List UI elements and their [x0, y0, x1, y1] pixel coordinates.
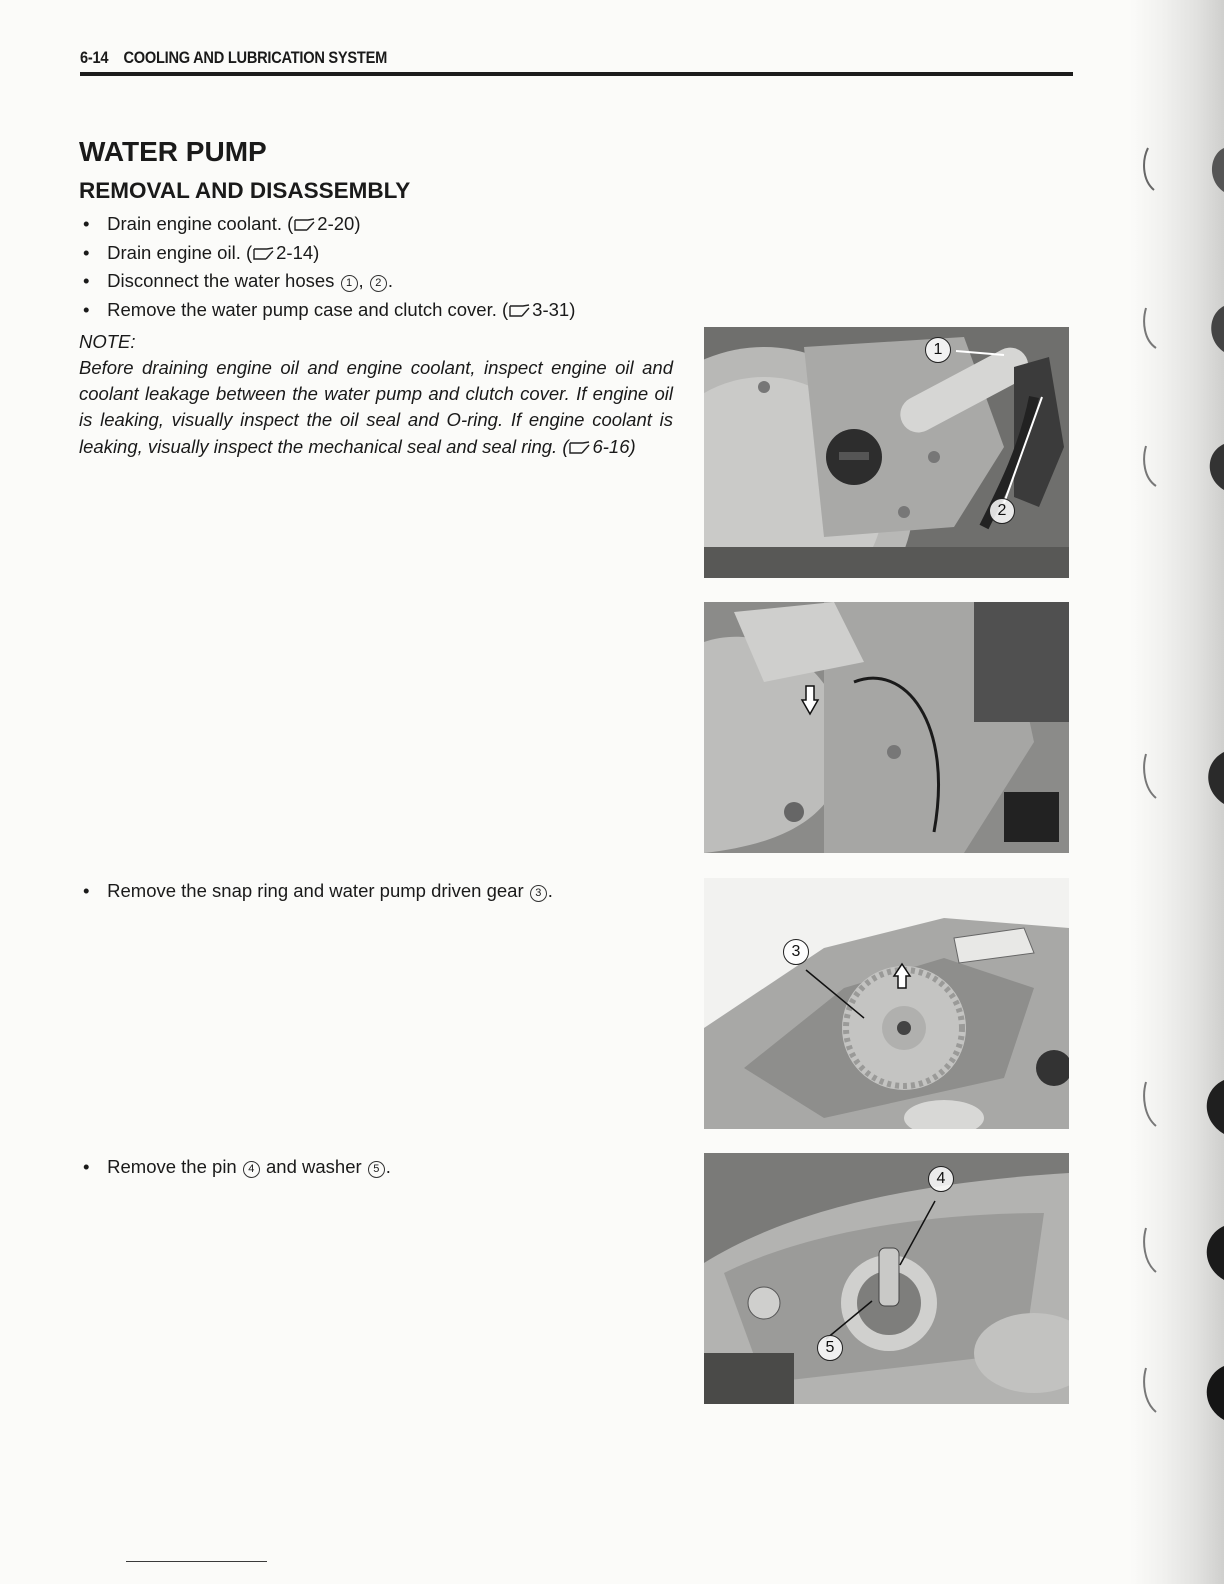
book-reference-icon	[294, 218, 316, 232]
photo-callout: 5	[817, 1335, 843, 1361]
procedure-step: • Remove the snap ring and water pump driven gear 3 .	[83, 877, 553, 906]
binder-hole-icon	[1140, 140, 1224, 200]
page-header	[80, 48, 933, 68]
reference-page[interactable]: 2-14	[276, 241, 314, 263]
callout-number: 2	[370, 275, 387, 292]
binder-hole-icon	[1140, 438, 1224, 498]
book-reference-icon	[569, 441, 591, 455]
list-item: • Remove the water pump case and clutch cover. ( 3-31)	[83, 296, 575, 325]
section-subtitle: REMOVAL AND DISASSEMBLY	[79, 178, 411, 203]
note-label: NOTE:	[79, 331, 136, 352]
binder-hole-icon	[1140, 1220, 1224, 1284]
reference-page[interactable]: 3-31	[532, 298, 570, 320]
header-rule	[80, 72, 1073, 76]
binder-hole-icon	[1140, 300, 1224, 360]
note-body: Before draining engine oil and engine coolant, inspect engine oil and coolant leakage between the water pump and clutch cover. If engine oil is leaking, visually inspect the oil seal and O-ring. If engine coolant is leaking, visually inspect the mechanical seal and seal ring. ( 6-16)	[79, 357, 673, 457]
procedure-step: • Remove the pin 4 and washer 5 .	[83, 1153, 391, 1182]
page-number: 6-14	[80, 48, 109, 67]
reference-page[interactable]: 6-16	[592, 435, 630, 457]
photo-clutch-cover	[704, 602, 1069, 853]
photo-callout: 3	[783, 939, 809, 965]
procedure-list	[83, 210, 575, 324]
callout-number: 1	[341, 275, 358, 292]
list-item: • Drain engine coolant. ( 2-20)	[83, 210, 575, 239]
photo-callout: 2	[989, 498, 1015, 524]
photo-callout: 4	[928, 1166, 954, 1192]
footer-rule	[126, 1561, 267, 1562]
photo-callout: 1	[925, 337, 951, 363]
reference-page[interactable]: 2-20	[317, 213, 355, 234]
binder-hole-icon	[1140, 1074, 1224, 1138]
photo-pin-washer	[704, 1153, 1069, 1404]
page-title: WATER PUMP	[79, 136, 267, 167]
photo-water-pump-case	[704, 327, 1069, 578]
book-reference-icon	[253, 247, 275, 261]
binder-hole-icon	[1140, 1360, 1224, 1424]
section-title: COOLING AND LUBRICATION SYSTEM	[123, 48, 388, 67]
book-reference-icon	[509, 304, 531, 318]
callout-number: 3	[530, 885, 547, 902]
callout-number: 4	[243, 1161, 260, 1178]
list-item: • Drain engine oil. ( 2-14)	[83, 239, 575, 268]
list-item: • Disconnect the water hoses 1 , 2 .	[83, 267, 575, 296]
callout-number: 5	[368, 1161, 385, 1178]
photo-driven-gear	[704, 878, 1069, 1129]
binder-hole-icon	[1140, 746, 1224, 810]
